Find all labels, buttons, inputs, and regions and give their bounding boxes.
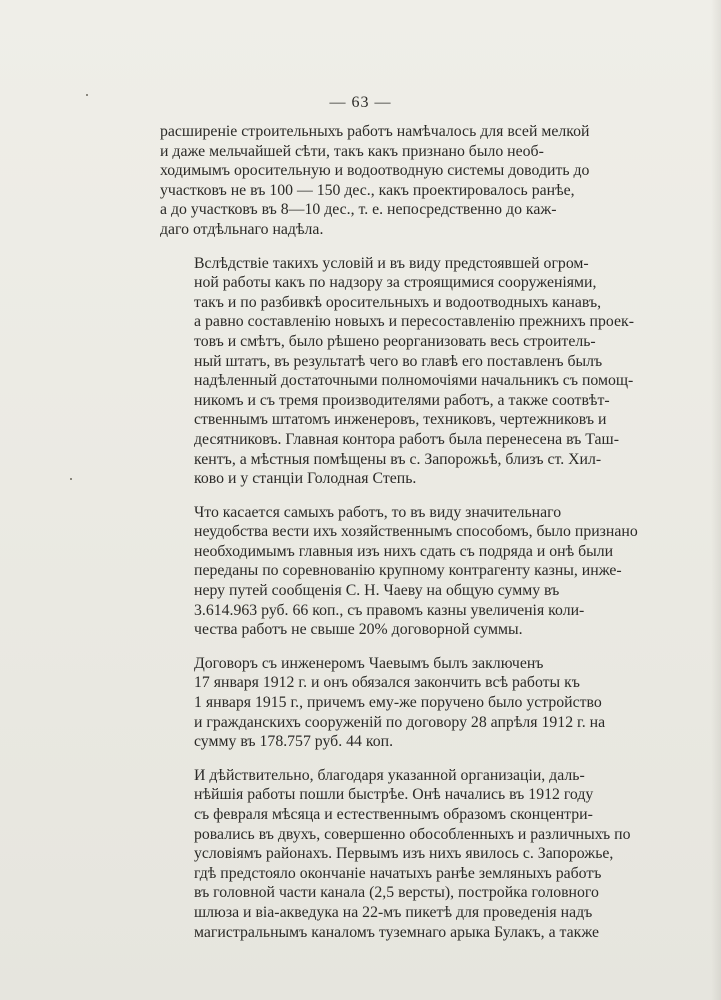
- text-line: ной работы какъ по надзору за строящимися сооруженіями,: [194, 274, 597, 292]
- text-line: шлюза и віа-акведука на 22-мъ пикетѣ для проведенія надъ: [194, 903, 593, 921]
- text-line: 1 января 1915 г., причемъ ему-же поручено было устройство: [194, 694, 602, 712]
- text-line: съ февраля мѣсяца и естественнымъ образомъ сконцентри-: [194, 806, 593, 823]
- text-line: условіямъ районахъ. Первымъ изъ нихъ явилось с. Запорожье,: [194, 845, 614, 863]
- text-line: Договоръ съ инженеромъ Чаевымъ былъ заключенъ: [194, 654, 544, 672]
- text-line: ково и у станціи Голодная Степь.: [194, 470, 417, 488]
- paragraph: [160, 122, 630, 240]
- text-line: ственнымъ штатомъ инженеровъ, техниковъ, чертежниковъ и: [194, 411, 607, 429]
- paragraph: [160, 654, 630, 752]
- text-line: гдѣ предстояло окончаніе начатыхъ ранѣе земляныхъ работъ: [194, 864, 602, 882]
- paragraph: [160, 254, 634, 489]
- text-line: 3.614.963 руб. 66 коп., съ правомъ казны увеличенія коли-: [194, 601, 585, 619]
- page-number: — 63 —: [329, 94, 392, 111]
- text-line: надѣленный достаточными полномочіями начальникъ съ помощ-: [194, 372, 634, 390]
- paragraph: [160, 503, 638, 640]
- text-line: ровались въ двухъ, совершенно обособленныхъ и различныхъ по: [194, 825, 631, 843]
- text-line: кентъ, а мѣстныя помѣщены въ с. Запорожьѣ, близъ ст. Хил-: [194, 450, 602, 468]
- text-line: переданы по соревнованію крупному контрагенту казны, инже-: [194, 562, 622, 580]
- text-line: такъ и по разбивкѣ оросительныхъ и водоотводныхъ канавъ,: [194, 293, 602, 311]
- text-line: необходимымъ главныя изъ нихъ сдать съ подряда и онѣ были: [194, 542, 614, 560]
- text-line: магистральнымъ каналомъ туземнаго арыка Булакъ, а также: [194, 923, 600, 941]
- page-edge-shadow: [711, 0, 721, 1000]
- text-line: а до участковъ въ 8—10 дес., т. е. непосредственно до каж-: [160, 201, 557, 219]
- paragraph: [160, 766, 630, 942]
- text-line: Вслѣдствіе такихъ условій и въ виду предстоявшей огром-: [194, 254, 589, 272]
- text-line: и даже мельчайшей сѣти, такъ какъ признано было необ-: [160, 142, 544, 160]
- text-line: И дѣйствительно, благодаря указанной организаціи, даль-: [194, 766, 585, 784]
- text-line: товъ и смѣтъ, было рѣшено реорганизовать весь строитель-: [194, 332, 596, 350]
- text-line: сумму въ 178.757 руб. 44 коп.: [194, 733, 394, 751]
- text-line: нѣйшія работы пошли быстрѣе. Онѣ начались въ 1912 году: [194, 786, 594, 804]
- text-line: Что касается самыхъ работъ, то въ виду значительнаго: [194, 503, 562, 521]
- body-text: [160, 122, 638, 956]
- text-line: десятниковъ. Главная контора работъ была перенесена въ Таш-: [194, 430, 619, 448]
- text-line: ходимымъ оросительную и водоотводную системы доводить до: [160, 162, 590, 180]
- text-line: въ головной части канала (2,5 версты), постройка головного: [194, 884, 599, 902]
- text-line: неудобства вести ихъ хозяйственнымъ способомъ, было признано: [194, 523, 638, 541]
- text-line: чества работъ не свыше 20% договорной суммы.: [194, 621, 523, 639]
- text-line: расширеніе строительныхъ работъ намѣчалось для всей мелкой: [160, 123, 590, 140]
- text-line: даго отдѣльнаго надѣла.: [160, 220, 324, 238]
- text-line: ный штатъ, въ результатѣ чего во главѣ его поставленъ былъ: [194, 352, 603, 370]
- text-line: неру путей сообщенія С. Н. Чаеву на общую сумму въ: [194, 582, 560, 600]
- paper-speck: [70, 478, 72, 480]
- text-line: участковъ не въ 100 — 150 дес., какъ проектировалось ранѣе,: [160, 181, 575, 199]
- text-line: 17 января 1912 г. и онъ обязался закончить всѣ работы къ: [194, 674, 580, 692]
- text-line: никомъ и съ тремя производителями работъ, а также соотвѣт-: [194, 391, 610, 409]
- text-line: и гражданскихъ сооруженій по договору 28 апрѣля 1912 г. на: [194, 713, 606, 731]
- text-line: а равно составленію новыхъ и пересоставленію прежнихъ проек-: [194, 313, 634, 331]
